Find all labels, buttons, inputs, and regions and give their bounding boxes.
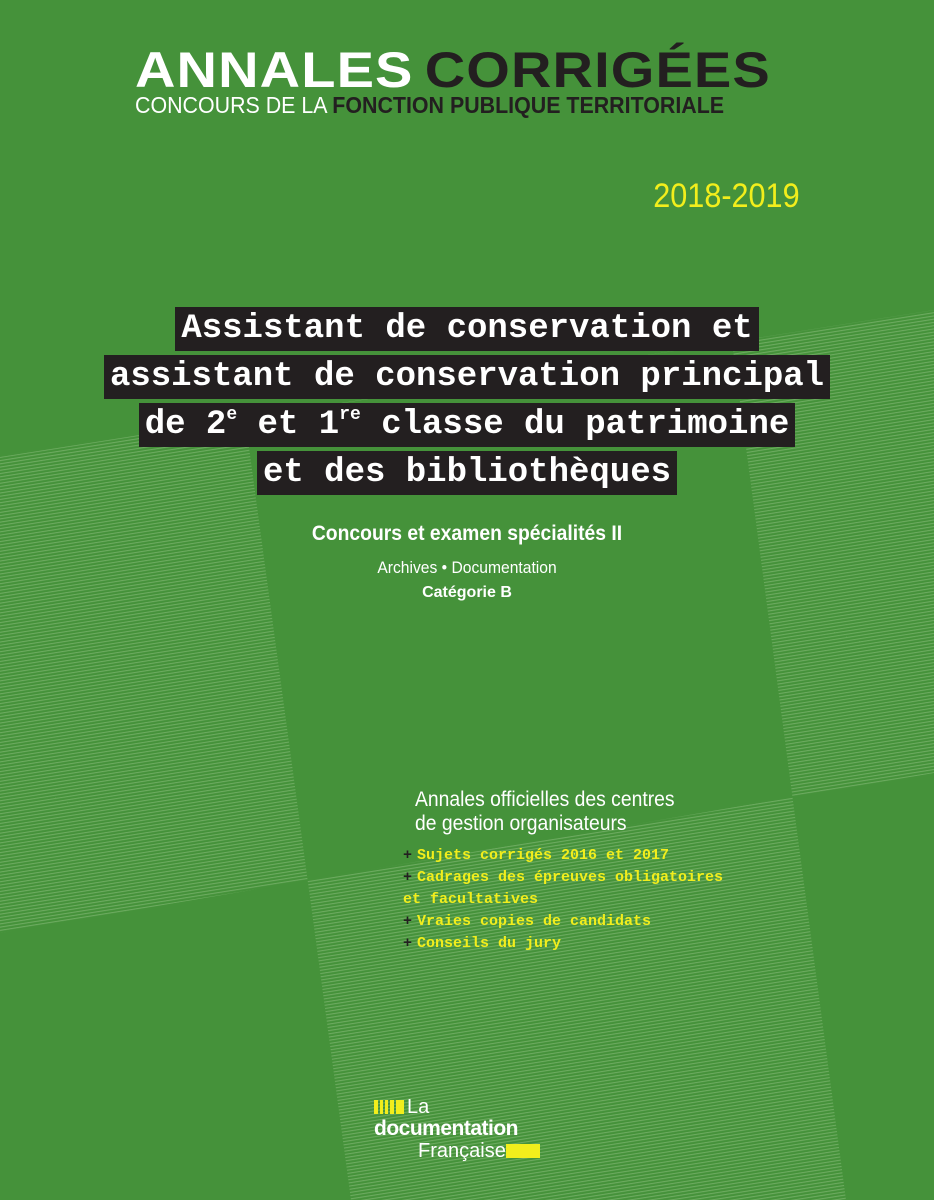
feature-text: Cadrages des épreuves obligatoires [417,869,724,886]
series-logo-corrigees: CORRIGÉES [424,42,771,98]
title-sup-2: re [339,405,361,425]
publisher-line-3: Française [418,1140,506,1162]
series-logo [135,44,771,96]
series-logo-annales: ANNALES [135,42,414,98]
exam-subtitle: Concours et examen spécialités II [311,522,623,545]
publisher-bars-icon [374,1100,404,1114]
specialties: Archives • Documentation [377,558,557,577]
feature-item [403,845,723,867]
title-line-3-c: classe du patrimoine [360,406,790,444]
publisher-line-1: La [407,1096,430,1118]
title-line-1: Assistant de conservation et [175,307,758,351]
features-intro-line-1: Annales officielles des centres [415,788,675,811]
feature-text: Conseils du jury [417,935,562,952]
title-line-2: assistant de conservation principal [104,355,830,399]
plus-icon: + [403,913,413,930]
title-line-3 [139,403,796,447]
category: Catégorie B [422,584,512,601]
plus-icon: + [403,869,413,886]
book-title [0,307,934,499]
publisher-logo [374,1096,540,1162]
feature-item [403,911,723,933]
plus-icon: + [403,935,413,952]
features-intro-line-2: de gestion organisateurs [415,812,627,835]
feature-item [403,933,723,955]
publisher-yellow-block-icon [506,1144,540,1158]
feature-text: Sujets corrigés 2016 et 2017 [417,847,670,864]
edition-year: 2018-2019 [653,177,800,215]
feature-text: Vraies copies de candidats [417,913,652,930]
series-subtitle-light: CONCOURS DE LA [135,92,327,118]
series-subtitle-bold: FONCTION PUBLIQUE TERRITORIALE [332,92,725,118]
feature-item [403,867,723,889]
feature-item-continuation: et facultatives [403,891,539,908]
features-intro [415,788,675,836]
title-line-3-a: de 2 [144,406,227,444]
title-line-4: et des bibliothèques [257,451,677,495]
title-sup-1: e [226,405,238,425]
series-subtitle [135,93,724,117]
features-list [403,845,723,955]
title-line-3-b: et 1 [237,406,340,444]
publisher-line-2: documentation [374,1117,518,1140]
plus-icon: + [403,847,413,864]
